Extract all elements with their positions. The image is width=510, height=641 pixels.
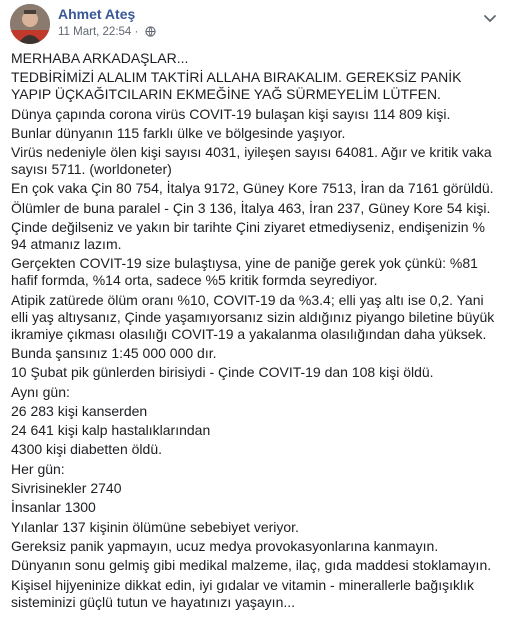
meta-separator: · <box>134 26 139 38</box>
post-line: TEDBİRİMİZİ ALALIM TAKTİRİ ALLAHA BIRAKALIM. GEREKSİZ PANİK YAPIP ÜÇKAĞITCILARIN EKMEĞİNE YAĞ SÜRMEYELİM LÜTFEN. <box>11 69 462 103</box>
author-name[interactable]: Ahmet Ateş <box>58 6 136 22</box>
post-line: Ölümler de buna paralel - Çin 3 136, İtalya 463, İran 237, Güney Kore 54 kişi. <box>11 199 491 216</box>
post-line: Kişisel hijyeninize dikkat edin, iyi gıdalar ve vitamin - minerallerle bağışıklık sisteminizi güçlü tutun ve hayatınızı yaşayın... <box>11 576 474 610</box>
post-meta <box>58 26 156 40</box>
post-line: MERHABA ARKADAŞLAR... <box>11 50 189 66</box>
post-line: Bunlar dünyanın 115 farklı ülke ve bölgesinde yaşıyor. <box>11 124 346 141</box>
post-line: Çinde değilseniz ve yakın bir tarihte Çini ziyaret etmediyseniz, endişenizin % 94 atmanız lazım. <box>11 219 485 253</box>
post-line: Gereksiz panik yapmayın, ucuz medya provokasyonlarına kanmayın. <box>11 537 439 554</box>
post-line: Dünyanın sonu gelmiş gibi medikal malzeme, ilaç, gıda maddesi stoklamayın. <box>11 557 492 574</box>
post-line: Virüs nedeniyle ölen kişi sayısı 4031, iyileşen sayısı 64081. Ağır ve kritik vaka sayısı 5711. (worldoneter) <box>11 144 492 178</box>
post-line: Gerçekten COVIT-19 size bulaştıysa, yine de paniğe gerek yok çünkü: %81 hafif formda, %14 orta, sadece %5 kritik formda seyrediyor. <box>11 255 478 289</box>
chevron-down-icon[interactable] <box>482 10 498 26</box>
post-body <box>11 50 501 613</box>
post-line: Dünya çapında corona virüs COVIT-19 bulaşan kişi sayısı 114 809 kişi. <box>11 105 451 122</box>
post-line: Bunda şansınız 1:45 000 000 dır. <box>11 344 217 361</box>
post-line: Sivrisinekler 2740 <box>11 480 122 497</box>
post-line: 24 641 kişi kalp hastalıklarından <box>11 422 211 439</box>
avatar[interactable] <box>10 4 50 44</box>
post-line: Her gün: <box>11 460 65 477</box>
post-line: En çok vaka Çin 80 754, İtalya 9172, Güney Kore 7513, İran da 7161 görüldü. <box>11 180 494 197</box>
post-line: 4300 kişi diabetten öldü. <box>11 441 162 458</box>
post-timestamp[interactable]: 11 Mart, 22:54 <box>58 26 132 38</box>
post-line: Atipik zatürede ölüm oranı %10, COVIT-19 da %3.4; elli yaş altı ise 0,2. Yani elli yaş altıysanız, Çinde yaşamıyorsanız sizin aldığınız piyango biletine büyük ikramiye çıkması olasılığı COVIT-19 a yakalanma olasılığından daha yüksek. <box>11 291 495 342</box>
post-line: Yılanlar 137 kişinin ölümüne sebebiyet veriyor. <box>11 518 299 535</box>
post-line: 10 Şubat pik günlerden birisiydi - Çinde COVIT-19 dan 108 kişi öldü. <box>11 364 434 381</box>
post-line: 26 283 kişi kanserden <box>11 402 148 419</box>
post-line: İnsanlar 1300 <box>11 499 96 516</box>
post-header <box>0 0 510 48</box>
globe-icon <box>145 26 156 40</box>
post-line: Aynı gün: <box>11 383 70 400</box>
